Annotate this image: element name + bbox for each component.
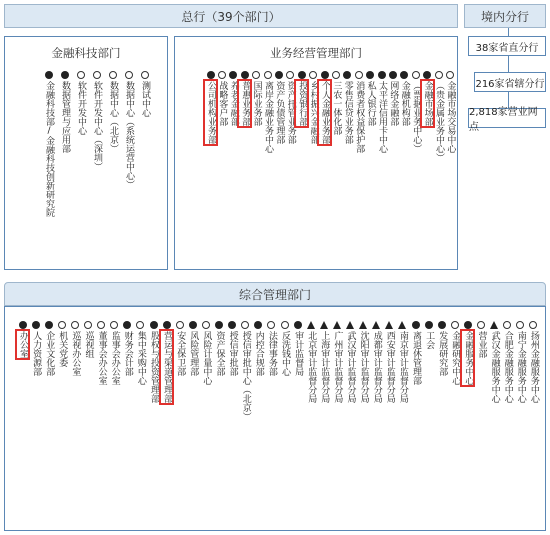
dept-column [358,321,369,403]
dept-label: 国际业务部 [251,81,262,126]
dot-icon [389,71,397,79]
dept-column [109,321,120,385]
dept-column [436,321,447,376]
dot-icon [215,321,223,329]
dept-label: 投资银行部 [297,81,308,126]
circle-icon [516,321,524,329]
dept-column [422,71,433,126]
dept-column [489,321,500,403]
dot-icon [254,321,262,329]
dept-label: 扬州金融服务中心 [528,331,539,403]
dept-column [279,321,290,376]
dept-column [399,71,410,126]
triangle-icon [385,321,393,329]
dept-column [292,321,303,376]
dept-label: 巡视办公室 [70,331,81,376]
dept-label: 消费者权益保护部 [354,81,365,153]
outlets-label: 2,818家营业网点 [469,107,538,133]
circle-icon [97,321,105,329]
dept-column [433,71,444,162]
dept-column [75,71,86,135]
dept-label: 营业部 [476,331,487,358]
dept-label: 法律事务部 [266,331,277,376]
dept-column [240,321,251,421]
dept-label: 发展研究部 [437,331,448,376]
dot-icon [438,321,446,329]
triangle-icon [320,321,328,329]
circle-icon [58,321,66,329]
dept-column [139,71,150,117]
circle-icon [267,321,275,329]
dept-label: 机关党委 [57,331,68,367]
fintech-title: 金融科技部门 [51,46,121,60]
admin-title: 综合管理部门 [238,287,311,302]
dept-column [397,321,408,403]
circle-icon [136,321,144,329]
dept-column [30,321,41,376]
dept-column [43,321,54,376]
dept-column [319,71,330,144]
domestic-title: 境内分行 [480,9,529,24]
circle-icon [281,321,289,329]
dept-label: 资产保全部 [214,331,225,376]
hq-header [4,4,458,28]
dept-label: 集中采购中心 [135,331,146,385]
dot-icon [189,321,197,329]
circle-icon [77,71,85,79]
prefecture-branches-box [474,72,546,92]
dept-column [83,321,94,358]
dept-column [331,321,342,403]
dept-label: 武汉审计监督分局 [345,331,356,403]
dot-icon [321,71,329,79]
triangle-icon [359,321,367,329]
dept-label: 养老金融部 [228,81,239,126]
dept-label: 安全保卫部 [175,331,186,376]
dept-label: 营运与渠道管理部 [162,331,173,403]
dept-column [262,71,273,153]
dept-column [387,71,398,126]
dot-icon [275,71,283,79]
dot-icon [412,321,420,329]
dot-icon [19,321,27,329]
prefecture-branches-label: 216家省辖分行 [475,78,545,90]
dept-label: 资产托管业务部 [285,81,296,144]
dept-label: 普惠业务部 [240,81,251,126]
outlets-box [468,107,546,133]
dept-label: 零售信贷业务部 [342,81,353,144]
circle-icon [176,321,184,329]
circle-icon [93,71,101,79]
dept-column [502,321,513,403]
dot-icon [378,71,386,79]
dot-icon [423,71,431,79]
dept-label: 股权与投资管理部 [149,331,159,403]
provincial-branches-label: 38家省直分行 [475,42,539,54]
dept-label: 网络金融部 [388,81,399,126]
dept-label: 监事会办公室 [109,331,120,385]
dept-column [56,321,67,367]
dept-column [384,321,395,403]
dept-column [476,321,487,358]
dept-label: 战略客户部 [217,81,228,126]
circle-icon [446,71,454,79]
dept-label: 金融科技部/金融科技创新研究院 [44,81,54,217]
dept-label: 软件开发中心 [76,81,86,135]
circle-icon [355,71,363,79]
dept-label: 授信审批部 [227,331,238,376]
dept-label: 数据中心（系统运营中心） [124,81,134,189]
dept-column [345,321,356,403]
triangle-icon [333,321,341,329]
dept-column [174,321,185,376]
dept-column [376,71,387,153]
dept-column [410,71,421,153]
provincial-branches-box [468,36,546,56]
dept-label: 乡村振兴金融部 [308,81,319,144]
dept-label: 离退休管理部 [411,331,421,385]
dot-icon [32,321,40,329]
dept-label: 反洗钱中心 [280,331,290,376]
dot-icon [425,321,433,329]
dept-label: 三农一体化部 [331,81,342,135]
dot-icon [343,71,351,79]
dot-icon [45,71,53,79]
circle-icon [529,321,537,329]
dept-label: 测试中心 [140,81,150,117]
dept-label: 人力资源部 [31,331,42,376]
dept-column [96,321,107,385]
dept-label: 金融机构部 [399,81,410,126]
dept-label: 成都审计监督分局 [371,331,382,403]
admin-header [4,282,546,306]
dept-column [228,71,239,126]
dept-column [285,71,296,144]
dept-column [528,321,539,403]
triangle-icon [307,321,315,329]
circle-icon [412,71,420,79]
dept-label: 广州审计监督分局 [332,331,343,403]
dot-icon [61,71,69,79]
dot-icon [228,321,236,329]
dept-label: 上海审计监督分局 [319,331,330,403]
dept-label: 财务会计部 [122,331,133,376]
dept-column [330,71,341,135]
dept-column [371,321,382,403]
dept-label: 金融服务中心 [463,331,474,385]
dept-label: 办公室 [18,331,28,358]
dot-icon [163,321,171,329]
dept-column [444,71,455,153]
dept-column [449,321,460,385]
dot-icon [229,71,237,79]
dept-column [200,321,211,385]
dept-label: 数据中心（北京） [108,81,118,153]
triangle-icon [490,321,498,329]
dept-column [515,321,526,403]
dept-label: 工会 [424,331,435,349]
dept-column [43,71,54,217]
dot-icon [123,321,131,329]
hq-title: 总行（39个部门） [181,9,281,24]
dot-icon [241,71,249,79]
dept-label: 巡视组 [83,331,94,358]
dept-label: 太平洋信用卡中心 [377,81,387,153]
circle-icon [125,71,133,79]
dept-column [227,321,238,376]
dept-label: 企业文化部 [44,331,55,376]
dept-label: （票据业务中心） [411,81,422,153]
circle-icon [477,321,485,329]
circle-icon [84,321,92,329]
circle-icon [241,321,249,329]
circle-icon [332,71,340,79]
dept-label: 南京审计监督分局 [397,331,408,403]
dot-icon [464,321,472,329]
dept-column [253,321,264,376]
dept-column [266,321,277,376]
domestic-header [464,4,546,28]
dept-column [308,71,319,144]
dept-label: 软件开发中心（深圳） [92,81,102,171]
dot-icon [400,71,408,79]
circle-icon [435,71,443,79]
circle-icon [218,71,226,79]
dept-column [148,321,159,403]
dot-icon [45,321,53,329]
dot-icon [294,321,302,329]
dept-column [251,71,262,126]
dept-column [107,71,118,153]
circle-icon [286,71,294,79]
dept-label: 风险计量中心 [201,331,212,385]
circle-icon [71,321,79,329]
dept-column [17,321,28,358]
dept-column [59,71,70,153]
dept-column [318,321,329,403]
dept-label: 公司机构业务部 [206,81,216,144]
dept-label: 合肥金融服务中心 [502,331,513,403]
dept-label: 数据管理与应用部 [60,81,70,153]
dept-column [296,71,307,126]
dept-column [187,321,198,376]
dept-label: 沈阳审计监督分局 [358,331,369,403]
admin-panel [4,306,546,531]
triangle-icon [346,321,354,329]
dept-label: 风险管理部 [188,331,199,376]
dept-label: 武汉金融服务中心 [489,331,500,403]
dept-label: 个人金融业务部 [320,81,330,144]
dept-label: 北京审计监督分局 [306,331,317,403]
dept-label: 西安审计监督分局 [384,331,395,403]
dot-icon [298,71,306,79]
dept-label: （贵金属业务中心） [434,81,444,162]
dept-column [462,321,473,385]
circle-icon [309,71,317,79]
dept-label: 金融市场部 [422,81,433,126]
triangle-icon [372,321,380,329]
business-title: 业务经营管理部门 [270,46,362,60]
circle-icon [109,71,117,79]
dept-label: 授信审批中心（北京） [240,331,251,421]
dept-column [69,321,80,376]
circle-icon [503,321,511,329]
dept-column [273,71,284,144]
dept-column [123,71,134,189]
dept-label: 南宁金融服务中心 [515,331,526,403]
dept-label: 金融研究中心 [450,331,461,385]
dept-label: 私人银行部 [365,81,376,126]
dot-icon [366,71,374,79]
dept-column [122,321,133,376]
dept-column [342,71,353,144]
circle-icon [202,321,210,329]
dept-column [365,71,376,126]
dept-label: 离岸金融业务中心 [263,81,273,153]
dept-column [91,71,102,171]
dept-column [214,321,225,376]
dept-label: 内控合规部 [253,331,264,376]
circle-icon [252,71,260,79]
business-panel [174,36,458,270]
dept-label: 金融市场交易中心 [445,81,456,153]
circle-icon [264,71,272,79]
dept-column [410,321,421,385]
dot-icon [207,71,215,79]
dept-column [161,321,172,403]
dept-label: 董事会办公室 [96,331,107,385]
dept-label: 资产负债管理部 [274,81,285,144]
circle-icon [141,71,149,79]
dept-column [216,71,227,126]
triangle-icon [398,321,406,329]
dept-column [239,71,250,126]
dept-column [305,321,316,403]
dept-column [423,321,434,349]
fintech-panel [4,36,168,270]
dept-column [205,71,216,144]
dot-icon [150,321,158,329]
circle-icon [451,321,459,329]
dept-column [135,321,146,385]
circle-icon [110,321,118,329]
dept-label: 审计监督局 [293,331,304,376]
dept-column [353,71,364,153]
